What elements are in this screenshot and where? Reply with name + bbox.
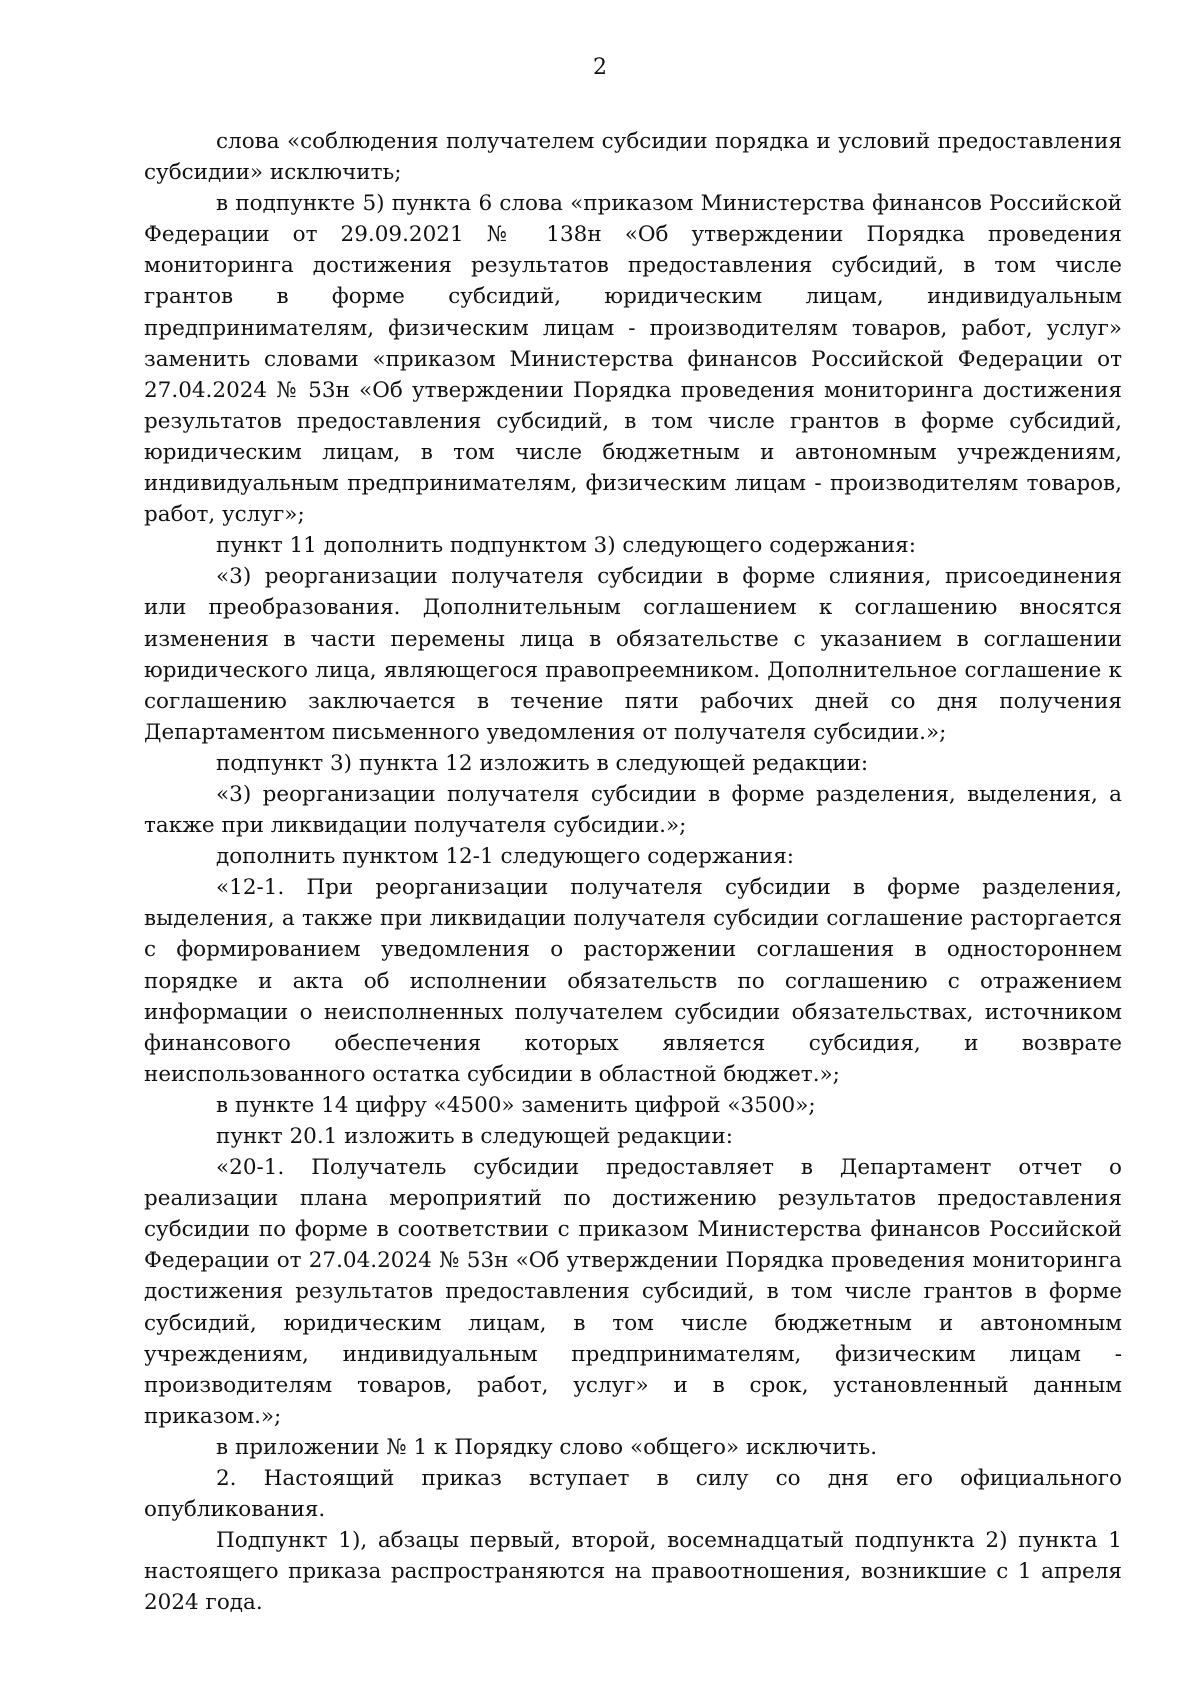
paragraph-point-11-intro: пункт 11 дополнить подпунктом 3) следующего содержания: — [216, 533, 916, 559]
paragraph-point-20-1-intro: пункт 20.1 изложить в следующей редакции: — [216, 1124, 733, 1149]
paragraph-exclude-words: слова «соблюдения получателем субсидии порядка и условий предоставления субсидии» исключить; — [144, 129, 1122, 186]
paragraph-subpoint-5-point-6: в подпункте 5) пункта 6 слова «приказом Министерства финансов Российской Федерации от 29.09.2021 № 138н «Об утверждении Порядка проведения мониторинга достижения результатов предоставления субсидий, в том числе грантов в форме субсидий, юридическим лицам, индивидуальным предпринимателям, физическим лицам - производителям товаров, работ, услуг» заменить словами «приказом Министерства финансов Российской Федерации от 27.04.2024 № 53н «Об утверждении Порядка проведения мониторинга достижения результатов предоставления субсидий, в том числе грантов в форме субсидий, юридическим лицам, в том числе бюджетным и автономным учреждениям, индивидуальным предпринимателям, физическим лицам - производителям товаров, работ, услуг»; — [144, 191, 1122, 528]
paragraph-retroactive-application: Подпункт 1), абзацы первый, второй, восемнадцатый подпункта 2) пункта 1 настоящего приказа распространяются на правоотношения, возникшие с 1 апреля 2024 года. — [144, 1528, 1122, 1616]
paragraph-point-12-1: «12-1. При реорганизации получателя субсидии в форме разделения, выделения, а также при ликвидации получателя субсидии соглашение расторгается с формированием уведомления о расторжении соглашения в одностороннем порядке и акта об исполнении обязательств по соглашению с отражением информации о неисполненных получателем субсидии обязательствах, источником финансового обеспечения которых является субсидия, и возврате неиспользованного остатка субсидии в областной бюджет.»; — [144, 875, 1122, 1087]
paragraph-point-14: в пункте 14 цифру «4500» заменить цифрой «3500»; — [216, 1092, 816, 1118]
paragraph-point-11-subpoint-3: «3) реорганизации получателя субсидии в форме слияния, присоединения или преобразования. Дополнительным соглашением к соглашению вносятся изменения в части перемены лица в обязательстве с указанием в соглашении юридического лица, являющегося правопреемником. Дополнительное соглашение к соглашению заключается в течение пяти рабочих дней со дня получения Департаментом письменного уведомления от получателя субсидии.»; — [144, 564, 1122, 745]
paragraph-point-20-1: «20-1. Получатель субсидии предоставляет в Департамент отчет о реализации плана мероприятий по достижению результатов предоставления субсидии по форме в соответствии с приказом Министерства финансов Российской Федерации от 27.04.2024 № 53н «Об утверждении Порядка проведения мониторинга достижения результатов предоставления субсидий, в том числе грантов в форме субсидий, юридическим лицам, в том числе бюджетным и автономным учреждениям, индивидуальным предпринимателям, физическим лицам - производителям товаров, работ, услуг» и в срок, установленный данным приказом.»; — [144, 1155, 1122, 1429]
document-body — [144, 126, 1122, 1619]
paragraph-point-12-subpoint-3: «3) реорганизации получателя субсидии в форме разделения, выделения, а также при ликвидации получателя субсидии.»; — [144, 781, 1122, 839]
paragraph-point-12-1-intro: дополнить пунктом 12-1 следующего содержания: — [216, 844, 795, 870]
paragraph-point-12-intro: подпункт 3) пункта 12 изложить в следующей редакции: — [216, 750, 869, 776]
page-number: 2 — [593, 55, 607, 80]
paragraph-appendix-1: в приложении № 1 к Порядку слово «общего» исключить. — [216, 1434, 878, 1460]
paragraph-effective-date: 2. Настоящий приказ вступает в силу со дня его официального опубликования. — [144, 1466, 1122, 1523]
